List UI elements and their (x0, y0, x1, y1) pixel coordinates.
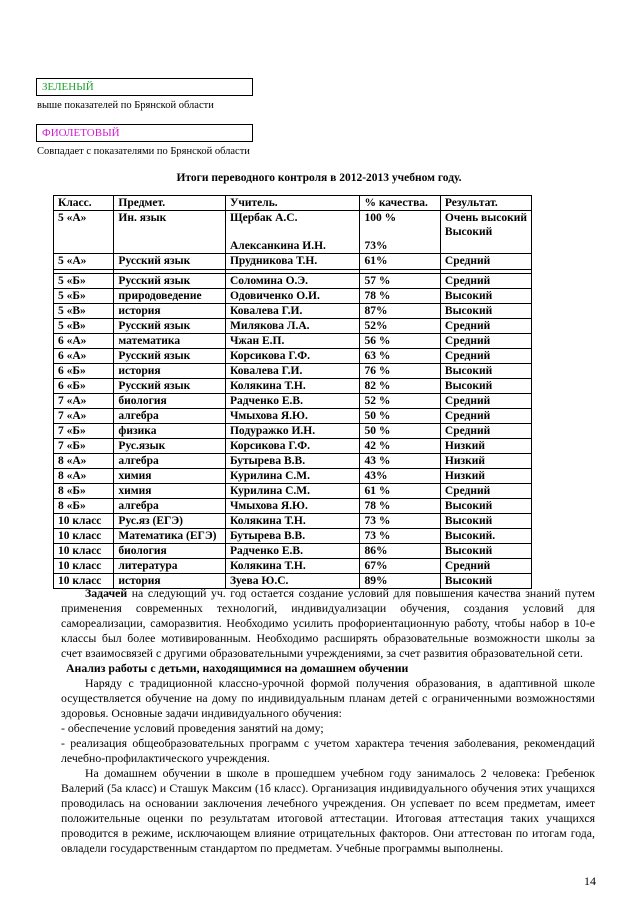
table-row (54, 469, 532, 484)
table-cell: Средний (440, 424, 531, 439)
header-quality: % качества. (360, 196, 440, 211)
table-cell: Высокий (440, 574, 531, 589)
section-heading: Анализ работы с детьми, находящимися на домашнем обучении (66, 661, 409, 675)
table-cell: Математика (ЕГЭ) (114, 529, 226, 544)
table-cell: 5 «А» (54, 211, 114, 254)
table-cell: 7 «А» (54, 394, 114, 409)
table-cell: химия (114, 469, 226, 484)
table-cell: 73 % (360, 514, 440, 529)
table-row (54, 544, 532, 559)
table-cell: Средний (440, 274, 531, 289)
table-cell: Средний (440, 334, 531, 349)
table-cell: Русский язык (114, 319, 226, 334)
table-cell: Рус.язык (114, 439, 226, 454)
table-cell: Русский язык (114, 254, 226, 270)
table-cell: 5 «Б» (54, 274, 114, 289)
table-cell: алгебра (114, 499, 226, 514)
table-row (54, 394, 532, 409)
table-cell: Средний (440, 349, 531, 364)
table-row (54, 484, 532, 499)
table-row (54, 514, 532, 529)
table-cell: 5 «В» (54, 319, 114, 334)
table-cell: 67% (360, 559, 440, 574)
table-row (54, 289, 532, 304)
table-cell: Высокий (440, 289, 531, 304)
paragraph-home-education: Наряду с традиционной классно-урочной формой получения образования, в адаптивной школе осуществляется обучение на дому по индивидуальным планам детей с ограниченными возможностями здоровья. Основные задачи индивидуального обучения: (61, 676, 595, 720)
table-cell: Одовиченко О.И. (225, 289, 360, 304)
task-paragraph (61, 586, 595, 661)
legend-purple-box (36, 124, 253, 142)
table-cell: 61 % (360, 484, 440, 499)
table-row (54, 529, 532, 544)
legend-green-label: ЗЕЛЕНЫЙ (42, 81, 94, 93)
table-cell: Русский язык (114, 379, 226, 394)
table-row (54, 304, 532, 319)
table-cell: 86% (360, 544, 440, 559)
table-cell: Курилина С.М. (225, 484, 360, 499)
table-cell: 10 класс (54, 574, 114, 589)
table-cell: 8 «А» (54, 454, 114, 469)
table-row (54, 454, 532, 469)
table-header-row (54, 196, 532, 211)
table-cell: Радченко Е.В. (225, 394, 360, 409)
header-subject: Предмет. (114, 196, 226, 211)
table-cell: Низкий (440, 469, 531, 484)
table-cell: биология (114, 544, 226, 559)
table-cell: Зуева Ю.С. (225, 574, 360, 589)
paragraph-students: На домашнем обучении в школе в прошедшем учебном году занималось 2 человека: Гребенюк Валерий (5а класс) и Сташук Максим (1б класс). Организация индивидуального обучения этих учащихся проводилась на основании заключения лечебного учреждения. Он успевает по всем предметам, имеет положительные оценки по результатам итоговой аттестации. Итоговая аттестация таких учащихся проводится в режиме, исключающем влияние отрицательных факторов. Они аттестован по итогам года, овладели государственным стандартом по предметам. Учебные программы выполнены. (61, 766, 595, 855)
table-cell: Ин. язык (114, 211, 226, 254)
table-cell: 6 «Б» (54, 379, 114, 394)
table-cell: 50 % (360, 409, 440, 424)
table-cell: физика (114, 424, 226, 439)
table-row (54, 439, 532, 454)
table-row (54, 274, 532, 289)
table-cell: Высокий. (440, 529, 531, 544)
table-cell: 78 % (360, 499, 440, 514)
table-cell: 87% (360, 304, 440, 319)
table-cell: история (114, 574, 226, 589)
table-cell: Высокий (440, 379, 531, 394)
legend-green-note: выше показателей по Брянской области (37, 100, 214, 111)
table-row (54, 254, 532, 270)
header-result: Результат. (440, 196, 531, 211)
table-cell: Колякина Т.Н. (225, 379, 360, 394)
table-cell: 52% (360, 319, 440, 334)
table-cell: 6 «Б» (54, 364, 114, 379)
table-cell: Средний (440, 319, 531, 334)
table-cell: 43 % (360, 454, 440, 469)
body-text (61, 586, 595, 856)
table-cell: Чжан Е.П. (225, 334, 360, 349)
table-cell: Чмыхова Я.Ю. (225, 409, 360, 424)
table-row (54, 424, 532, 439)
table-cell: 56 % (360, 334, 440, 349)
table-cell: Высокий (440, 364, 531, 379)
table-cell: 10 класс (54, 559, 114, 574)
header-teacher: Учитель. (225, 196, 360, 211)
table-cell: 10 класс (54, 544, 114, 559)
legend-purple-label: ФИОЛЕТОВЫЙ (42, 127, 120, 139)
table-row (54, 364, 532, 379)
table-cell: 5 «А» (54, 254, 114, 270)
table-cell: Чмыхова Я.Ю. (225, 499, 360, 514)
table-row (54, 334, 532, 349)
table-cell: 82 % (360, 379, 440, 394)
results-table (53, 195, 532, 589)
table-title: Итоги переводного контроля в 2012-2013 учебном году. (176, 172, 462, 184)
table-cell: Корсикова Г.Ф. (225, 349, 360, 364)
table-cell: Радченко Е.В. (225, 544, 360, 559)
table-cell: 8 «Б» (54, 484, 114, 499)
table-cell: Средний (440, 409, 531, 424)
table-cell: 100 % 73% (360, 211, 440, 254)
page-number: 14 (584, 874, 596, 888)
table-cell: Низкий (440, 454, 531, 469)
table-cell: Средний (440, 484, 531, 499)
table-cell: Колякина Т.Н. (225, 559, 360, 574)
table-cell: Высокий (440, 514, 531, 529)
table-cell: Русский язык (114, 274, 226, 289)
table-cell: 7 «Б» (54, 424, 114, 439)
table-cell: Средний (440, 394, 531, 409)
table-row (54, 349, 532, 364)
table-cell: Бутырева В.В. (225, 529, 360, 544)
table-cell: Подуражко И.Н. (225, 424, 360, 439)
table-cell: Высокий (440, 544, 531, 559)
table-cell: 73 % (360, 529, 440, 544)
table-cell: Ковалева Г.И. (225, 364, 360, 379)
table-cell: Средний (440, 254, 531, 270)
table-cell: Милякова Л.А. (225, 319, 360, 334)
table-cell: 57 % (360, 274, 440, 289)
table-row (54, 499, 532, 514)
table-cell: 63 % (360, 349, 440, 364)
table-row (54, 409, 532, 424)
table-row (54, 379, 532, 394)
table-cell: 43% (360, 469, 440, 484)
table-cell: Корсикова Г.Ф. (225, 439, 360, 454)
table-cell: 78 % (360, 289, 440, 304)
table-cell: 10 класс (54, 529, 114, 544)
table-cell: Высокий (440, 499, 531, 514)
table-cell: история (114, 304, 226, 319)
table-cell: Средний (440, 559, 531, 574)
table-cell: 42 % (360, 439, 440, 454)
table-cell: 8 «Б» (54, 499, 114, 514)
table-cell: алгебра (114, 454, 226, 469)
table-cell: литература (114, 559, 226, 574)
table-cell: химия (114, 484, 226, 499)
list-item: - реализация общеобразовательных программ с учетом характера течения заболевания, рекомендаций лечебно-профилактического учреждения. (61, 736, 595, 765)
table-row (54, 559, 532, 574)
table-cell: 52 % (360, 394, 440, 409)
table-cell: Низкий (440, 439, 531, 454)
table-cell: Курилина С.М. (225, 469, 360, 484)
table-cell: Высокий (440, 304, 531, 319)
table-cell: Щербак А.С. Алексанкина И.Н. (225, 211, 360, 254)
table-cell: биология (114, 394, 226, 409)
table-cell: 5 «В» (54, 304, 114, 319)
table-cell: Колякина Т.Н. (225, 514, 360, 529)
table-cell: 6 «А» (54, 334, 114, 349)
table-cell: 8 «А» (54, 469, 114, 484)
table-cell: 10 класс (54, 514, 114, 529)
header-class: Класс. (54, 196, 114, 211)
table-row (54, 319, 532, 334)
table-cell: Прудникова Т.Н. (225, 254, 360, 270)
table-cell: Очень высокий Высокий (440, 211, 531, 254)
table-cell: Соломина О.Э. (225, 274, 360, 289)
table-cell: 89% (360, 574, 440, 589)
table-cell: 7 «А» (54, 409, 114, 424)
table-cell: алгебра (114, 409, 226, 424)
legend-purple-note: Совпадает с показателями по Брянской области (37, 146, 250, 157)
table-cell: Рус.яз (ЕГЭ) (114, 514, 226, 529)
table-cell: Бутырева В.В. (225, 454, 360, 469)
legend-green-box (36, 78, 253, 96)
table-cell: математика (114, 334, 226, 349)
table-cell: 5 «Б» (54, 289, 114, 304)
table-cell: 50 % (360, 424, 440, 439)
table-cell: 76 % (360, 364, 440, 379)
table-cell: Ковалева Г.И. (225, 304, 360, 319)
list-item: - обеспечение условий проведения занятий на дому; (61, 721, 324, 735)
task-rest: на следующий уч. год остается создание условий для повышения качества знаний путем применения современных технологий, индивидуализации обучения, создания условий для самореализации, саморазвития. Необходимо усилить профориентационную работу, чтобы набор в 10-е классы был более мотивированным. Необходимо расширять образовательные возможности школы за счет взаимосвязей с другими образовательными учреждениями, за счет развития образовательной сети. (61, 586, 595, 660)
table-cell: 7 «Б» (54, 439, 114, 454)
table-cell: 61% (360, 254, 440, 270)
table-cell: Русский язык (114, 349, 226, 364)
table-cell: природоведение (114, 289, 226, 304)
table-row (54, 211, 532, 254)
task-lead: Задачей (85, 586, 128, 600)
table-cell: 6 «А» (54, 349, 114, 364)
table-cell: история (114, 364, 226, 379)
